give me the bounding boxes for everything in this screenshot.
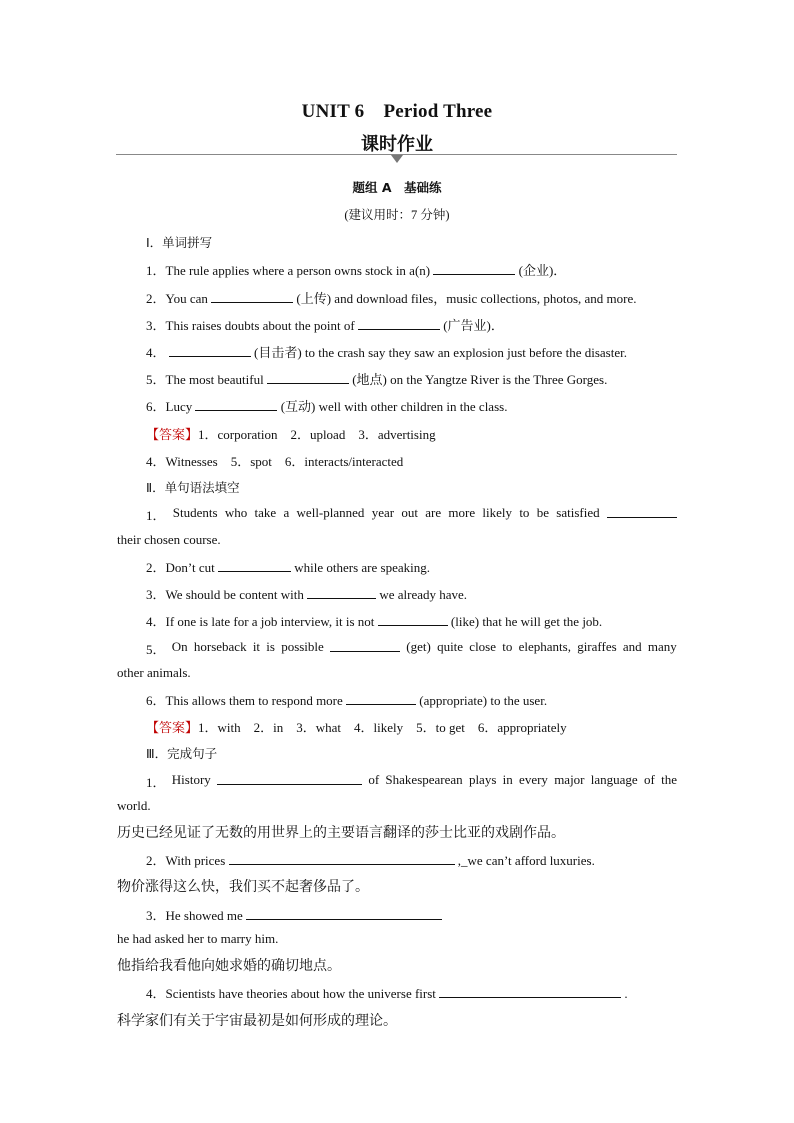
word: it — [252, 639, 261, 654]
s2-item-5 — [146, 639, 677, 658]
word: 5． — [146, 642, 166, 657]
s1-item-6-post: (互动) well with other children in the class. — [277, 399, 508, 414]
word: in — [502, 772, 513, 787]
s1-item-2 — [146, 288, 637, 307]
word: many — [647, 639, 677, 654]
s3-item-4-post: . — [621, 986, 628, 1001]
s1-item-4-post: (目击者) to the crash say they saw an explosion just before the disaster. — [250, 345, 627, 360]
s2-item-3-pre: 3．We should be content with — [146, 587, 308, 602]
s1-item-3-pre: 3．This raises doubts about the point of — [146, 318, 358, 333]
s2-answer-line — [146, 717, 567, 736]
s3-item-1-cont: world. — [117, 798, 151, 813]
suggested-time: (建议用时：7 分钟) — [344, 208, 450, 222]
s1-item-2-pre: 2．You can — [146, 291, 212, 306]
divider-triangle-icon — [391, 155, 403, 163]
s2-item-4-pre: 4．If one is late for a job interview, it is not — [146, 614, 378, 629]
word: be — [536, 505, 549, 520]
answer-blank[interactable] — [330, 639, 400, 652]
s1-item-6-pre: 6．Lucy — [146, 399, 196, 414]
s1-item-6 — [146, 396, 507, 415]
s3-item-4-pre: 4．Scientists have theories about how the universe first — [146, 986, 440, 1001]
answer-blank[interactable] — [218, 559, 291, 572]
s1-item-4 — [146, 342, 627, 361]
word: quite — [437, 639, 464, 654]
answer-blank[interactable] — [195, 398, 277, 411]
s2-item-2-pre: 2．Don’t cut — [146, 560, 218, 575]
page-subtitle: 课时作业 — [361, 134, 433, 155]
s3-item-3 — [146, 905, 442, 924]
word: is — [266, 639, 275, 654]
word: the — [661, 772, 677, 787]
s2-item-3 — [146, 584, 467, 603]
section-1-heading: Ⅰ．单词拼写 — [146, 235, 213, 250]
s2-item-4 — [146, 611, 602, 630]
answer-blank[interactable] — [433, 262, 515, 275]
word: horseback — [193, 639, 247, 654]
word: every — [519, 772, 548, 787]
answer-blank[interactable] — [246, 907, 442, 920]
s3-item-1-translation: 历史已经见证了无数的用世界上的主要语言翻译的莎士比亚的戏剧作品。 — [117, 825, 565, 841]
s1-item-5-pre: 5．The most beautiful — [146, 372, 267, 387]
s3-item-4 — [146, 983, 628, 1002]
group-label: 题组 A 基础练 — [352, 180, 442, 195]
word: 1． — [146, 508, 166, 523]
word: close — [469, 639, 497, 654]
s2-item-1-cont: their chosen course. — [117, 532, 221, 547]
s3-item-3-pre: 3．He showed me — [146, 908, 247, 923]
s2-item-1 — [146, 505, 677, 524]
s2-item-6-post: (appropriate) to the user. — [416, 693, 548, 708]
section-3-heading: Ⅲ．完成句子 — [146, 746, 218, 761]
answer-blank[interactable] — [169, 344, 251, 357]
word: satisfied — [556, 505, 600, 520]
s3-item-4-translation: 科学家们有关于宇宙最初是如何形成的理论。 — [117, 1013, 397, 1029]
s1-answers-a: 1．corporation 2．upload 3．advertising — [198, 427, 436, 442]
word: likely — [482, 505, 513, 520]
word: out — [401, 505, 418, 520]
s1-item-5-post: (地点) on the Yangtze River is the Three Gorges. — [348, 372, 608, 387]
s2-item-2-post: while others are speaking. — [290, 560, 430, 575]
word: major — [554, 772, 585, 787]
answer-blank[interactable] — [378, 613, 448, 626]
s1-item-1-pre: 1．The rule applies where a person owns stock in a(n) — [146, 263, 434, 278]
s1-answer-line-2: 4．Witnesses 5．spot 6．interacts/interacted — [146, 454, 404, 469]
s3-item-2 — [146, 850, 595, 869]
s3-item-2-post: ,_we can’t afford luxuries. — [454, 853, 595, 868]
s2-item-5-cont: other animals. — [117, 665, 191, 680]
word: and — [622, 639, 642, 654]
answer-blank[interactable] — [346, 692, 416, 705]
word: plays — [468, 772, 497, 787]
word: Students — [172, 505, 218, 520]
word: (get) — [406, 639, 431, 654]
word: are — [425, 505, 442, 520]
word: to — [519, 505, 530, 520]
word: of — [368, 772, 380, 787]
s2-item-2 — [146, 557, 430, 576]
answer-blank[interactable] — [211, 290, 293, 303]
answer-blank[interactable] — [217, 772, 362, 785]
answer-tag: 【答案】 — [146, 721, 199, 736]
section-2-heading: Ⅱ．单句语法填空 — [146, 480, 240, 495]
s3-item-1 — [146, 772, 677, 791]
s1-item-4-pre: 4． — [146, 345, 169, 360]
answer-blank[interactable] — [439, 985, 621, 998]
s3-item-2-translation: 物价涨得这么快，我们买不起奢侈品了。 — [117, 879, 369, 895]
word: of — [643, 772, 655, 787]
s2-item-6 — [146, 690, 547, 709]
s2-item-4-post: (like) that he will get the job. — [447, 614, 603, 629]
s1-answer-line-1 — [146, 424, 436, 443]
s2-answers: 1．with 2．in 3．what 4．likely 5．to get 6．appropriately — [198, 720, 567, 735]
s1-item-1 — [146, 260, 566, 279]
word: giraffes — [577, 639, 617, 654]
page-title: UNIT 6 Period Three — [301, 101, 493, 122]
answer-blank[interactable] — [358, 317, 440, 330]
word: History — [171, 772, 211, 787]
s2-item-3-post: we already have. — [376, 587, 468, 602]
s1-item-1-post: (企业)． — [515, 263, 567, 278]
s1-item-3-post: (广告业)． — [439, 318, 504, 333]
word: well-planned — [296, 505, 365, 520]
answer-blank[interactable] — [607, 505, 677, 518]
s3-item-3-translation: 他指给我看他向她求婚的确切地点。 — [117, 958, 341, 974]
word: year — [371, 505, 395, 520]
s3-item-3-cont: he had asked her to marry him. — [117, 931, 279, 946]
s2-item-6-pre: 6．This allows them to respond more — [146, 693, 347, 708]
s1-item-5 — [146, 369, 607, 388]
word: Shakespearean — [385, 772, 463, 787]
word: a — [283, 505, 290, 520]
word: take — [254, 505, 277, 520]
answer-blank[interactable] — [267, 371, 349, 384]
word: more — [448, 505, 476, 520]
s3-item-2-pre: 2．With prices — [146, 853, 229, 868]
answer-tag: 【答案】 — [146, 428, 199, 443]
word: On — [171, 639, 188, 654]
answer-blank[interactable] — [307, 586, 376, 599]
word: possible — [281, 639, 324, 654]
s1-item-2-post: (上传) and download files，music collections, photos, and more. — [293, 291, 637, 306]
answer-blank[interactable] — [229, 852, 455, 865]
s1-item-3 — [146, 315, 504, 334]
word: to — [502, 639, 513, 654]
word: 1． — [146, 775, 166, 790]
word: language — [590, 772, 638, 787]
word: who — [224, 505, 248, 520]
word: elephants, — [518, 639, 571, 654]
